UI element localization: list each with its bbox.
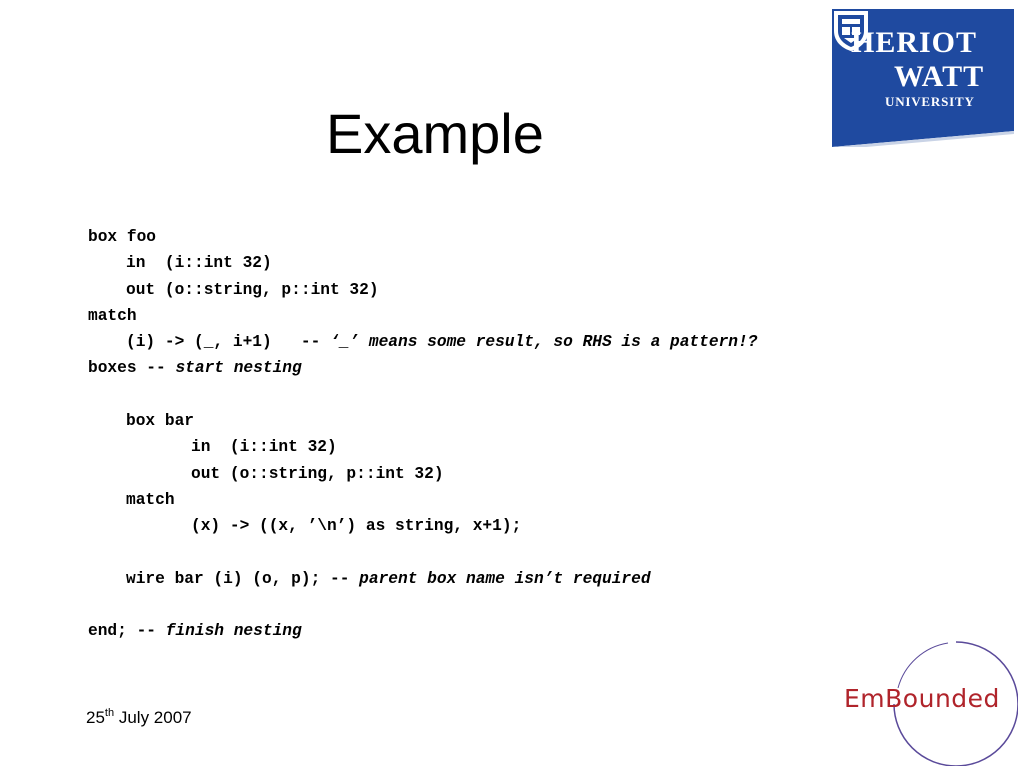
code-line bbox=[88, 487, 948, 513]
heriot-watt-logo-line2: WATT bbox=[894, 60, 985, 93]
heriot-watt-logo-line3: UNIVERSITY bbox=[885, 94, 975, 109]
code-comment: finish nesting bbox=[165, 622, 302, 641]
code-text: boxes -- bbox=[88, 359, 176, 378]
code-text: in (i::int 32) bbox=[126, 254, 272, 273]
code-line bbox=[88, 250, 948, 276]
code-text: in (i::int 32) bbox=[191, 438, 337, 457]
code-text: match bbox=[88, 306, 137, 325]
code-line bbox=[88, 224, 948, 250]
code-line bbox=[88, 329, 948, 355]
code-line bbox=[88, 382, 948, 408]
embounded-logo-text: EmBounded bbox=[844, 684, 1000, 713]
code-line bbox=[88, 408, 948, 434]
code-text: box bar bbox=[126, 412, 194, 431]
code-comment: ‘_’ means some result, so RHS is a pattern!? bbox=[330, 333, 758, 352]
slide-title: Example bbox=[326, 102, 544, 165]
footer-date-day-suffix: th bbox=[104, 707, 115, 719]
code-block bbox=[88, 224, 948, 645]
code-line bbox=[88, 277, 948, 303]
code-text: box foo bbox=[88, 228, 156, 246]
heriot-watt-logo-line1: HERIOT bbox=[851, 26, 978, 59]
code-line bbox=[88, 566, 948, 592]
code-text: out (o::string, p::int 32) bbox=[126, 280, 379, 299]
code-line bbox=[88, 513, 948, 539]
embounded-logo bbox=[838, 640, 1018, 766]
code-text: match bbox=[126, 490, 175, 509]
code-line bbox=[88, 303, 948, 329]
code-text: wire bar (i) (o, p); -- bbox=[126, 569, 360, 588]
footer-date-day: 25 bbox=[86, 708, 105, 727]
code-line bbox=[88, 592, 948, 618]
footer-date-rest: July 2007 bbox=[114, 708, 192, 727]
code-line bbox=[88, 461, 948, 487]
footer-date bbox=[86, 707, 192, 728]
heriot-watt-logo bbox=[832, 9, 1014, 147]
code-line bbox=[88, 618, 948, 644]
code-text: (x) -> ((x, ’\n’) as string, x+1); bbox=[191, 517, 522, 536]
code-text: out (o::string, p::int 32) bbox=[191, 464, 444, 483]
code-text: end; -- bbox=[88, 622, 166, 641]
code-comment: start nesting bbox=[175, 359, 302, 378]
code-comment: parent box name isn’t required bbox=[359, 569, 651, 588]
code-line bbox=[88, 434, 948, 460]
code-text: (i) -> (_, i+1) -- bbox=[126, 333, 330, 352]
code-line bbox=[88, 540, 948, 566]
code-line bbox=[88, 355, 948, 381]
